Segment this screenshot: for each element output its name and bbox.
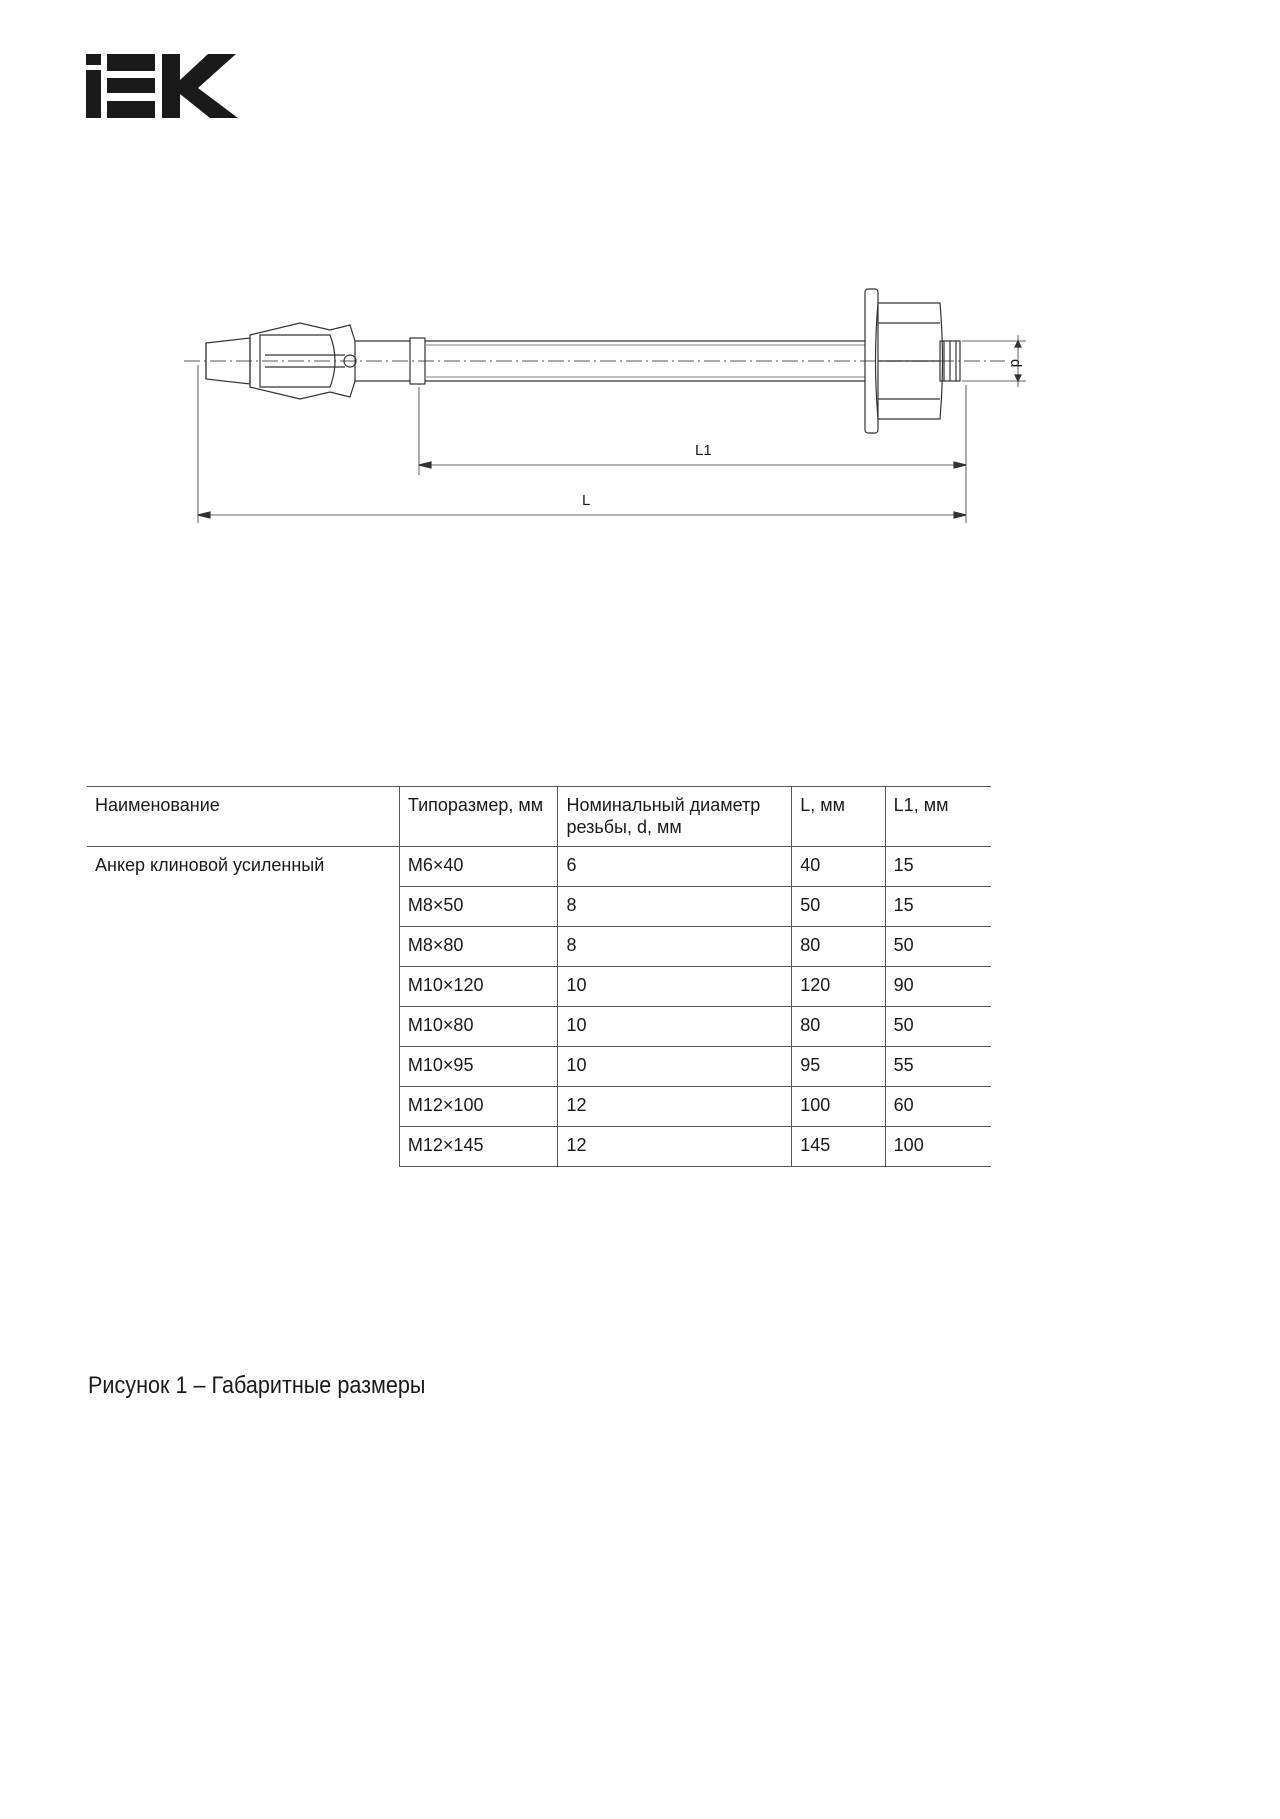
size-cell: M12×145 (399, 1127, 558, 1167)
thread-diameter-cell: 8 (558, 887, 792, 927)
size-cell: M10×80 (399, 1007, 558, 1047)
length-l1-cell: 100 (885, 1127, 991, 1167)
length-l1-cell: 90 (885, 967, 991, 1007)
dim-label-l1: L1 (695, 442, 712, 459)
thread-diameter-cell: 12 (558, 1127, 792, 1167)
length-cell: 120 (792, 967, 885, 1007)
length-l1-cell: 15 (885, 847, 991, 887)
size-cell: M8×50 (399, 887, 558, 927)
length-l1-cell: 50 (885, 1007, 991, 1047)
anchor-drawing (180, 275, 1040, 535)
size-cell: M6×40 (399, 847, 558, 887)
size-cell: M8×80 (399, 927, 558, 967)
table-row (87, 847, 991, 887)
header-name: Наименование (87, 787, 399, 847)
length-cell: 145 (792, 1127, 885, 1167)
size-cell: M10×120 (399, 967, 558, 1007)
header-l: L, мм (792, 787, 885, 847)
table-header-row (87, 787, 991, 847)
thread-diameter-cell: 10 (558, 1047, 792, 1087)
thread-diameter-cell: 12 (558, 1087, 792, 1127)
size-cell: M10×95 (399, 1047, 558, 1087)
header-thread-diameter: Номинальный диаметр резьбы, d, мм (558, 787, 792, 847)
dim-label-l: L (582, 492, 591, 509)
length-l1-cell: 55 (885, 1047, 991, 1087)
length-l1-cell: 50 (885, 927, 991, 967)
header-l1: L1, мм (885, 787, 991, 847)
length-cell: 40 (792, 847, 885, 887)
length-l1-cell: 60 (885, 1087, 991, 1127)
thread-diameter-cell: 8 (558, 927, 792, 967)
product-name-cell: Анкер клиновой усиленный (95, 855, 325, 875)
length-cell: 100 (792, 1087, 885, 1127)
length-cell: 80 (792, 927, 885, 967)
figure-caption: Рисунок 1 – Габаритные размеры (88, 1372, 426, 1399)
length-cell: 50 (792, 887, 885, 927)
length-cell: 95 (792, 1047, 885, 1087)
header-size: Типоразмер, мм (399, 787, 558, 847)
thread-diameter-cell: 10 (558, 967, 792, 1007)
length-l1-cell: 15 (885, 887, 991, 927)
dim-label-d: d (1007, 359, 1024, 368)
thread-diameter-cell: 10 (558, 1007, 792, 1047)
spec-table (87, 786, 991, 1167)
iek-logo (86, 54, 246, 118)
thread-diameter-cell: 6 (558, 847, 792, 887)
length-cell: 80 (792, 1007, 885, 1047)
size-cell: M12×100 (399, 1087, 558, 1127)
